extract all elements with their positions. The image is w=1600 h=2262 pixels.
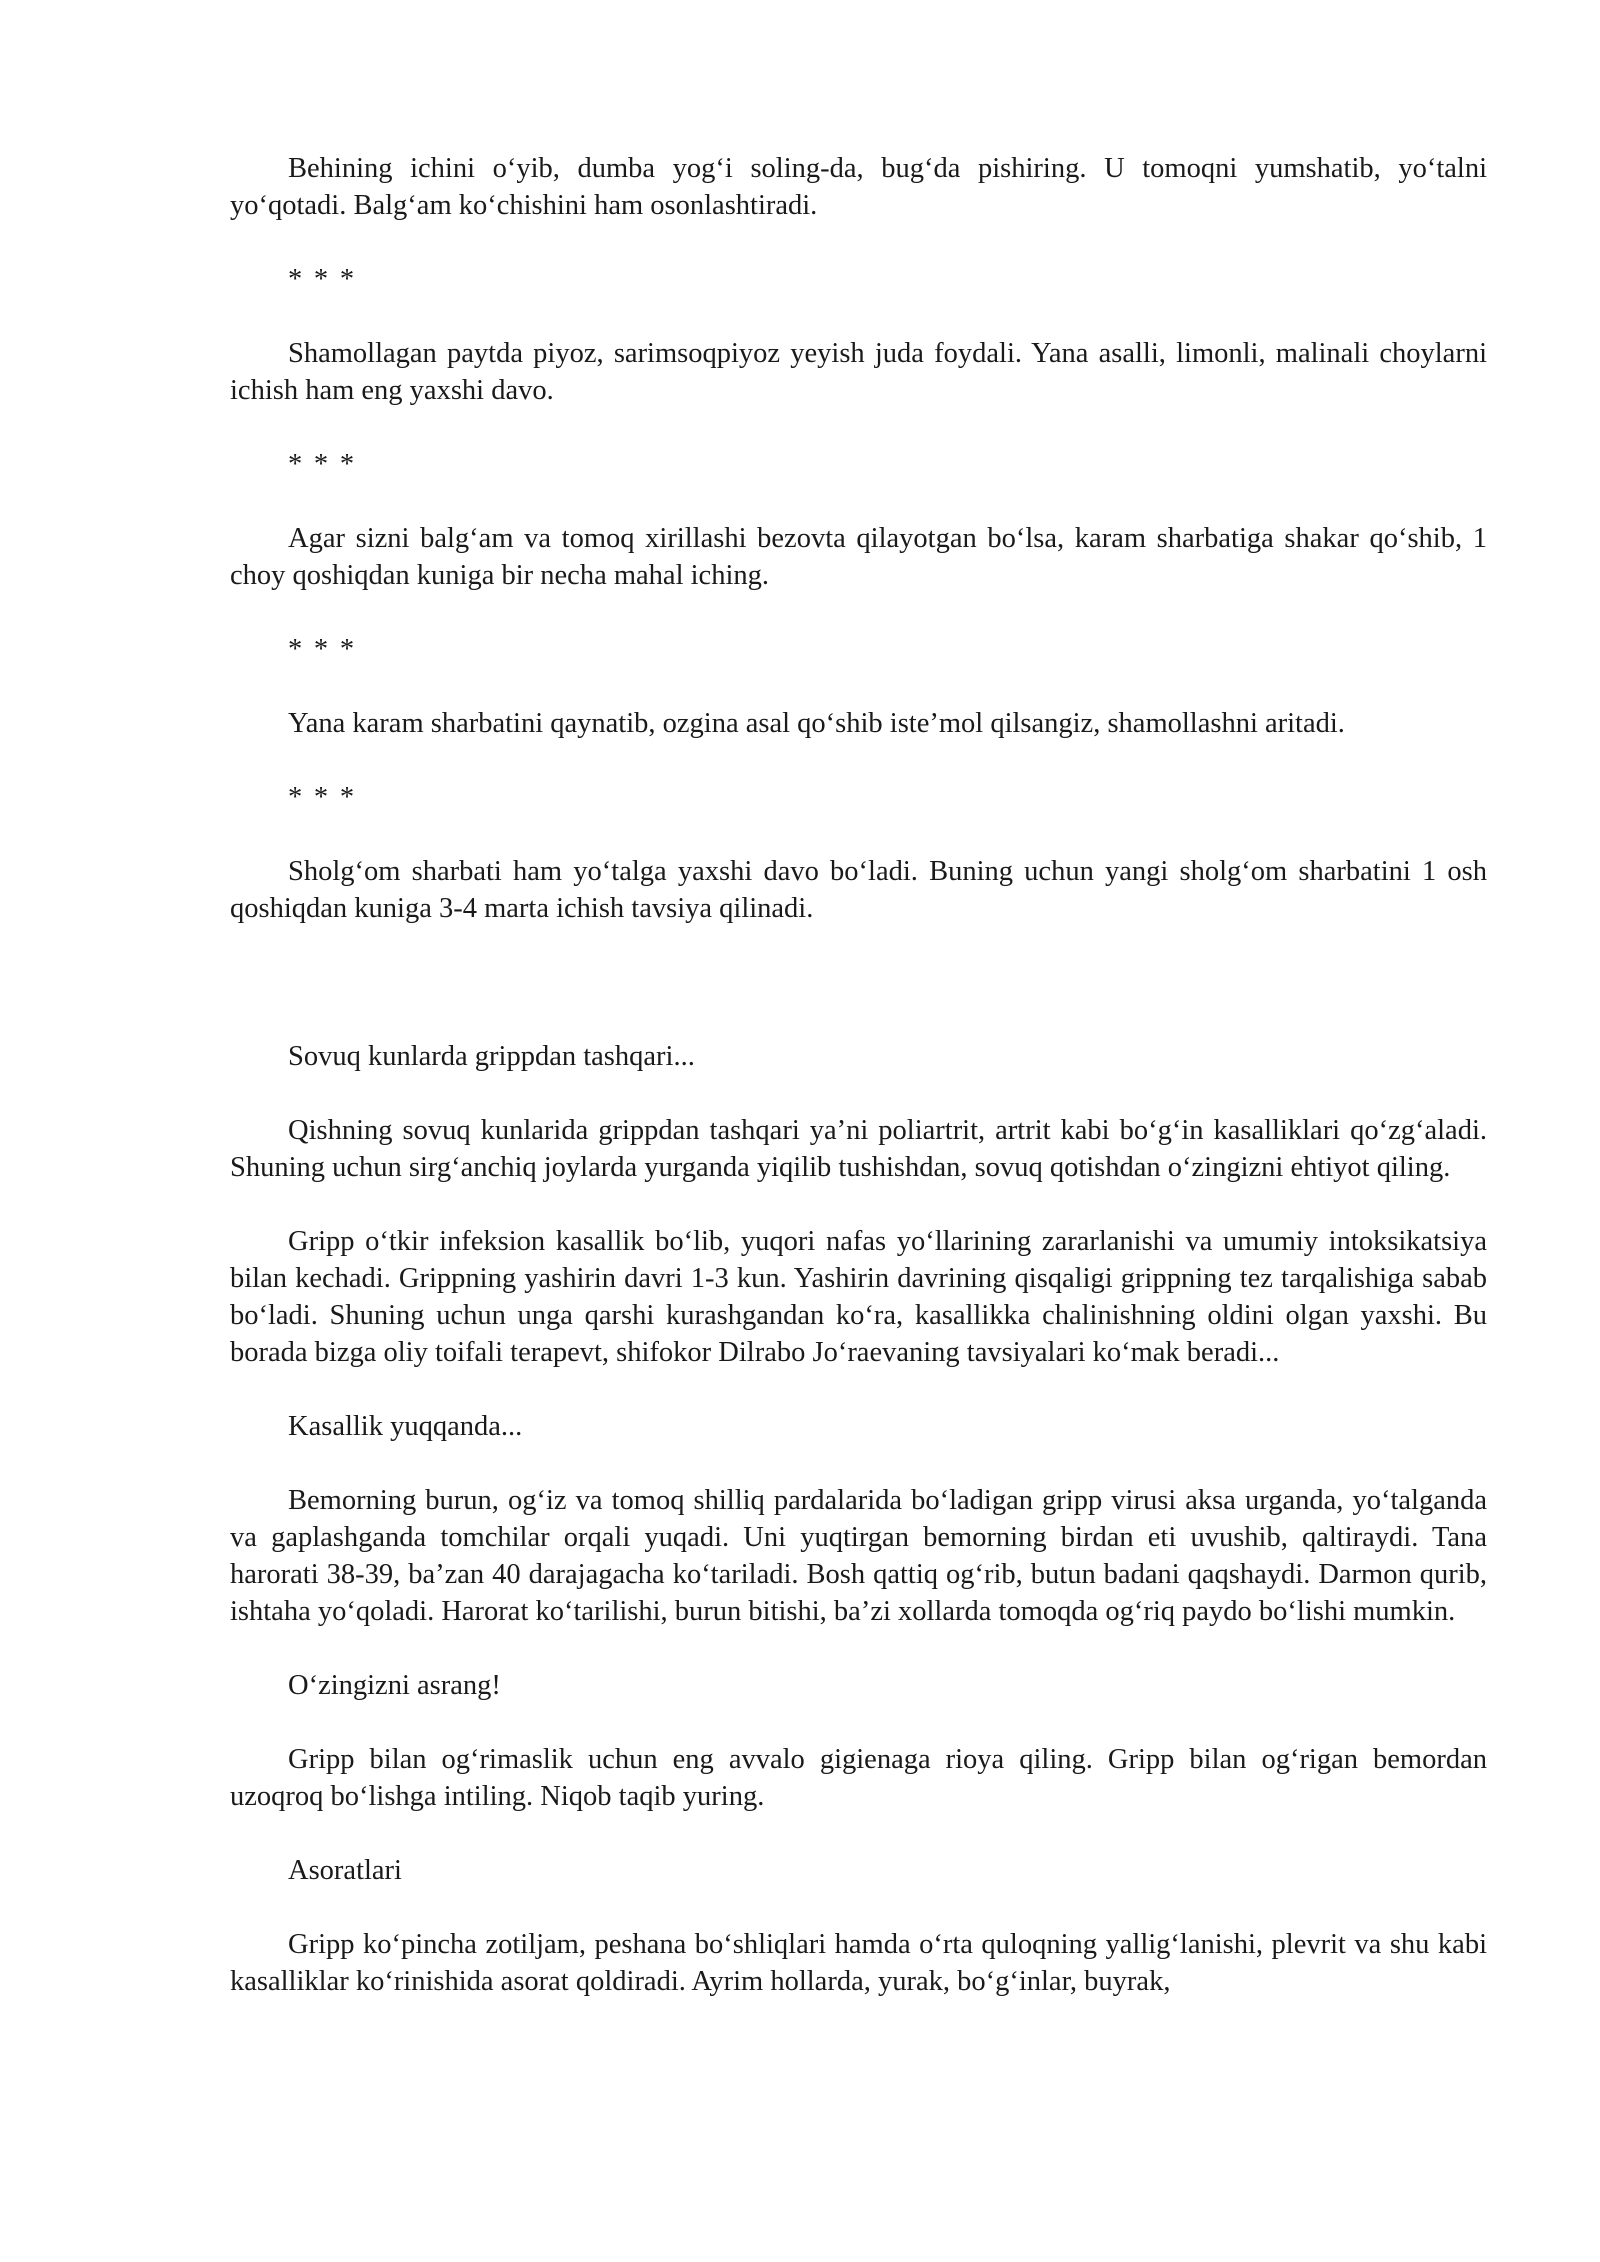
paragraph-gigiena: Gripp bilan og‘rimaslik uchun eng avvalo gigienaga rioya qiling. Gripp bilan og‘rigan bemordan uzoqroq bo‘lishga intiling. Niqob taqib yuring.: [230, 1744, 1487, 1812]
paragraph-karam-shakar: Agar sizni balg‘am va tomoq xirillashi bezovta qilayotgan bo‘lsa, karam sharbatiga shakar qo‘shib, 1 choy qoshiqdan kuniga bir necha mahal iching.: [230, 523, 1487, 591]
paragraph-bemorning: Bemorning burun, og‘iz va tomoq shilliq pardalarida bo‘ladigan gripp virusi aksa urganda, yo‘talganda va gaplashganda tomchilar orqali yuqadi. Uni yuqtirgan bemorning birdan eti uvushib, qaltiraydi. Tana harorati 38-39, ba’zan 40 darajagacha ko‘tariladi. Bosh qattiq og‘rib, butun badani qaqshaydi. Darmon qurib, ishtaha yo‘qoladi. Harorat ko‘tarilishi, burun bitishi, ba’zi xollarda tomoqda og‘riq paydo bo‘lishi mumkin.: [230, 1485, 1487, 1627]
section-separator: * * *: [288, 634, 357, 665]
paragraph-gripp-otkir: Gripp o‘tkir infeksion kasallik bo‘lib, yuqori nafas yo‘llarining zararlanishi va umumiy intoksikatsiya bilan kechadi. Grippning yashirin davri 1-3 kun. Yashirin davrining qisqaligi grippning tez tarqalishiga sabab bo‘ladi. Shuning uchun unga qarshi kurashgandan ko‘ra, kasallikka chalinishning oldini olgan yaxshi. Bu borada bizga oliy toifali terapevt, shifokor Dilrabo Jo‘raevaning tavsiyalari ko‘mak beradi...: [230, 1226, 1487, 1368]
section-heading-asoratlari: Asoratlari: [288, 1855, 402, 1886]
paragraph-qishning: Qishning sovuq kunlarida grippdan tashqari ya’ni poliartrit, artrit kabi bo‘g‘in kasalliklari qo‘zg‘aladi. Shuning uchun sirg‘anchiq joylarda yurganda yiqilib tushishdan, sovuq qotishdan o‘zingizni ehtiyot qiling.: [230, 1115, 1487, 1183]
section-separator: * * *: [288, 449, 357, 480]
paragraph-asoratlar: Gripp ko‘pincha zotiljam, peshana bo‘shliqlari hamda o‘rta quloqning yallig‘lanishi, plevrit va shu kabi kasalliklar ko‘rinishida asorat qoldiradi. Ayrim hollarda, yurak, bo‘g‘inlar, buyrak,: [230, 1929, 1487, 1997]
paragraph-karam-asal: Yana karam sharbatini qaynatib, ozgina asal qo‘shib iste’mol qilsangiz, shamollashni aritadi.: [288, 708, 1345, 739]
document-page: [230, 150, 1487, 2000]
section-separator: * * *: [288, 782, 357, 813]
paragraph-sholgom: Sholg‘om sharbati ham yo‘talga yaxshi davo bo‘ladi. Buning uchun yangi sholg‘om sharbatini 1 osh qoshiqdan kuniga 3-4 marta ichish tavsiya qilinadi.: [230, 856, 1487, 924]
section-heading-kasallik-yuqqanda: Kasallik yuqqanda...: [288, 1411, 523, 1442]
paragraph-behi: Behining ichini o‘yib, dumba yog‘i soling-da, bug‘da pishiring. U tomoqni yumshatib, yo‘talni yo‘qotadi. Balg‘am ko‘chishini ham osonlashtiradi.: [230, 153, 1487, 221]
section-heading-ozingizni-asrang: O‘zingizni asrang!: [288, 1670, 501, 1701]
section-separator: * * *: [288, 264, 357, 295]
paragraph-piyoz: Shamollagan paytda piyoz, sarimsoqpiyoz yeyish juda foydali. Yana asalli, limonli, malinali choylarni ichish ham eng yaxshi davo.: [230, 338, 1487, 406]
section-heading-sovuq-kunlarda: Sovuq kunlarda grippdan tashqari...: [288, 1041, 695, 1072]
